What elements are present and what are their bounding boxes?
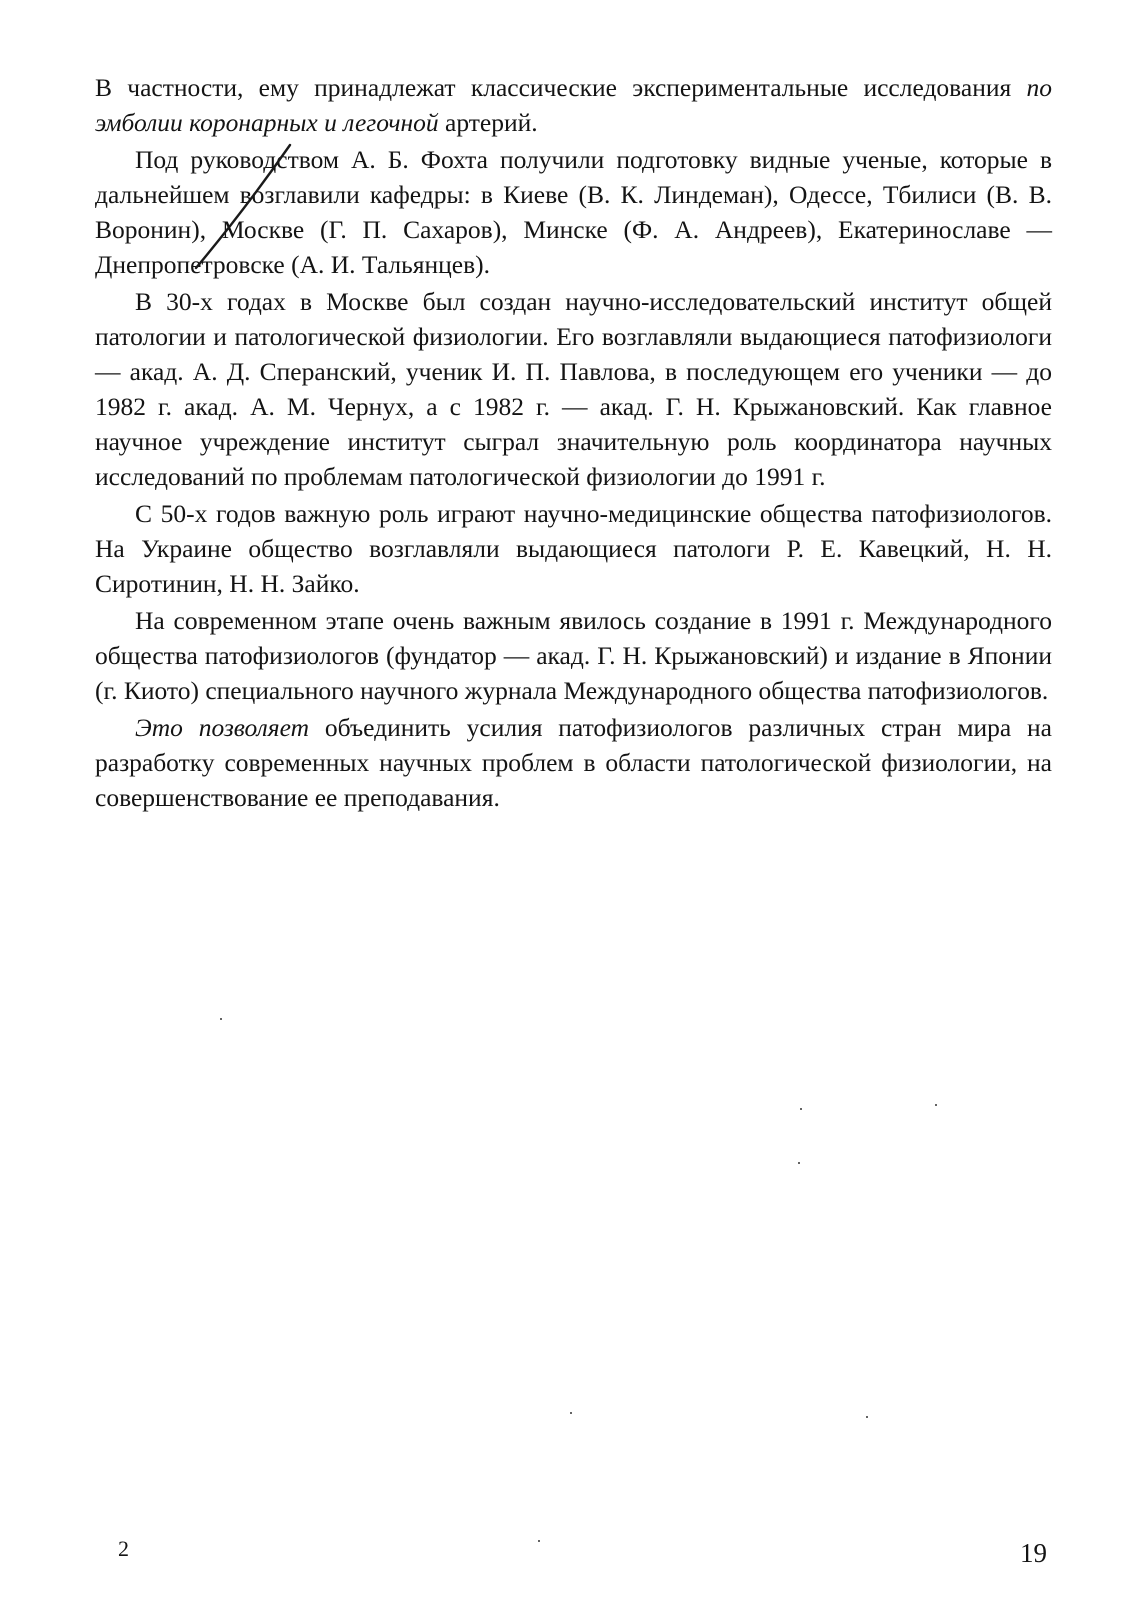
italic-text-span: Это позволяет bbox=[135, 713, 310, 742]
text-span: В частности, ему принадлежат классические экспериментальные исследования bbox=[95, 73, 1027, 102]
text-span: объединить усилия патофизиологов различных стран мира на разработку современных научных проблем в области патологической физиологии, на совершенствование ее преподавания. bbox=[95, 713, 1052, 812]
text-span: артерий. bbox=[438, 108, 538, 137]
text-span: С 50-х годов важную роль играют научно-медицинские общества патофизиологов. На Украине общество возглавляли выдающиеся патологи Р. Е. Кавецкий, Н. Н. Сиротинин, Н. Н. Зайко. bbox=[95, 499, 1052, 598]
page-number: 19 bbox=[1020, 1538, 1047, 1568]
italic-text-span: по эмболии коронарных и легочной bbox=[95, 73, 1052, 137]
scan-speck bbox=[866, 1416, 868, 1418]
scan-speck bbox=[570, 1412, 572, 1414]
paragraph-5 bbox=[95, 603, 1052, 708]
page-body bbox=[95, 70, 1052, 815]
signature-mark: 2 bbox=[118, 1536, 129, 1561]
paragraph-3 bbox=[95, 284, 1052, 494]
scan-speck bbox=[798, 1162, 800, 1164]
paragraph-2 bbox=[95, 142, 1052, 282]
scan-speck bbox=[220, 1018, 222, 1020]
scan-speck bbox=[538, 1540, 540, 1542]
paragraph-4 bbox=[95, 496, 1052, 601]
text-span: В 30-х годах в Москве был создан научно-исследовательский институт общей патологии и патологической физиологии. Его возглавляли выдающиеся патофизиологи — акад. А. Д. Сперанский, ученик И. П. Павлова, в последующем его ученики — до 1982 г. акад. А. М. Чернух, а с 1982 г. — акад. Г. Н. Крыжановский. Как главное научное учреждение институт сыграл значительную роль координатора научных исследований по проблемам патологической физиологии до 1991 г. bbox=[95, 287, 1052, 491]
paragraph-1 bbox=[95, 70, 1052, 140]
scan-speck bbox=[935, 1104, 937, 1106]
paragraph-6 bbox=[95, 710, 1052, 815]
text-span: Под руководством А. Б. Фохта получили подготовку видные ученые, которые в дальнейшем возглавили кафедры: в Киеве (В. К. Линдеман), Одессе, Тбилиси (В. В. Воронин), Москве (Г. П. Сахаров), Минске (Ф. А. Андреев), Екатеринославе — Днепропетровске (А. И. Тальянцев). bbox=[95, 145, 1052, 279]
scan-speck bbox=[800, 1108, 802, 1110]
text-span: На современном этапе очень важным явилось создание в 1991 г. Международного общества патофизиологов (фундатор — акад. Г. Н. Крыжановский) и издание в Японии (г. Киото) специального научного журнала Международного общества патофизиологов. bbox=[95, 606, 1052, 705]
